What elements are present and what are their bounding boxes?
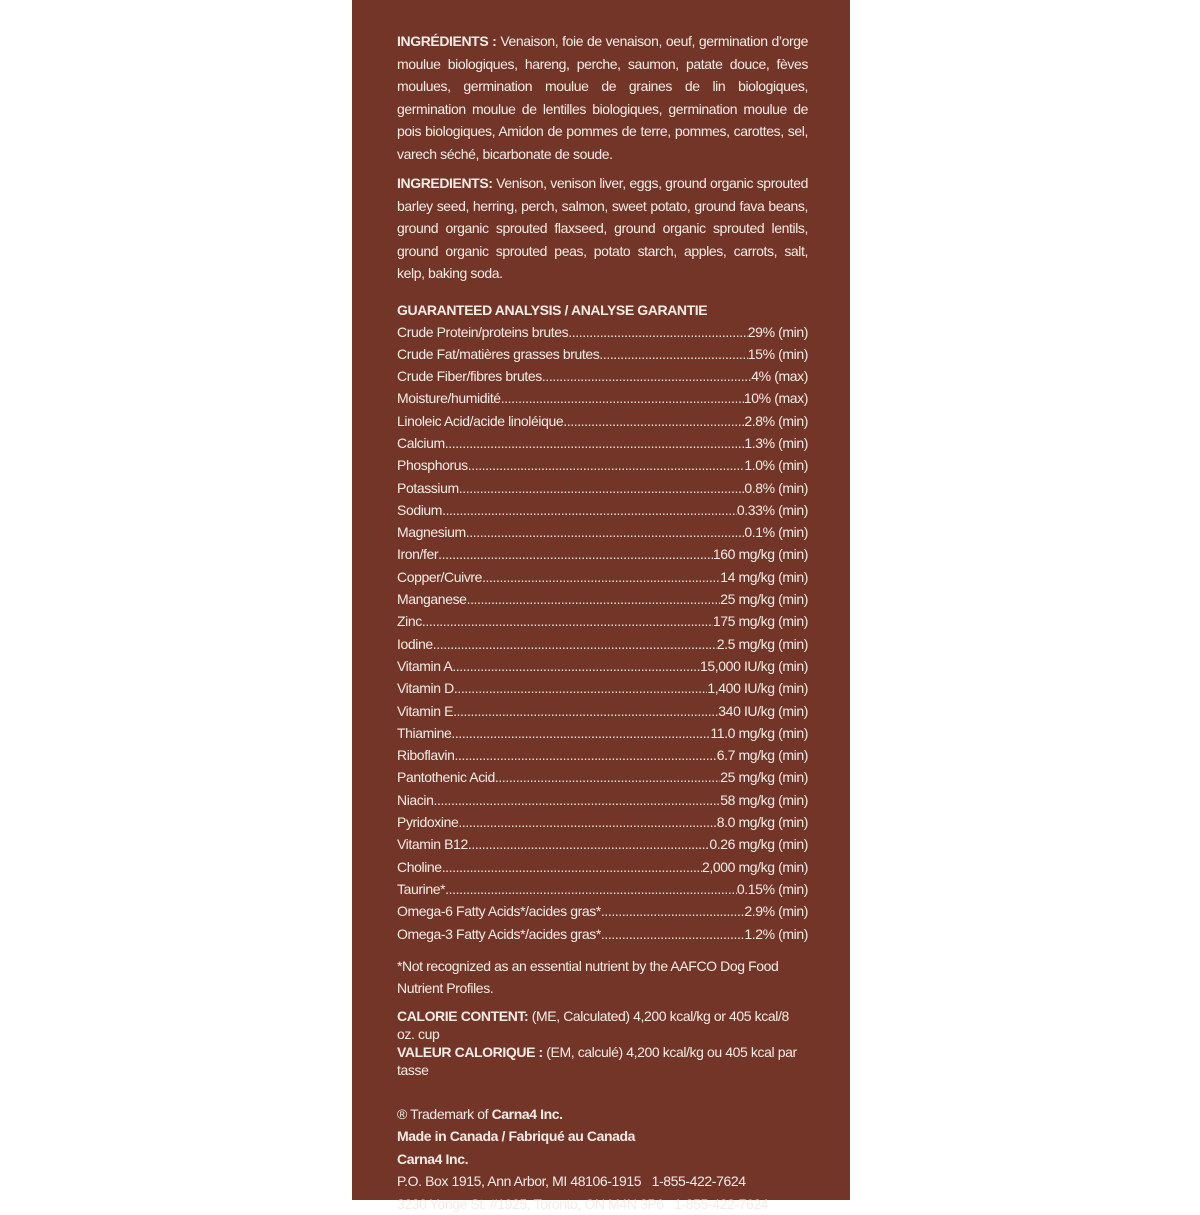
nutrient-value: 8.0 mg/kg (min) (716, 814, 808, 831)
dot-leader (433, 633, 717, 655)
nutrient-label: Vitamin E (397, 702, 454, 719)
nutrient-label: Crude Fat/matières grasses brutes (397, 345, 600, 362)
dot-leader (458, 811, 716, 833)
ingredients-french-label: INGRÉDIENTS : (397, 33, 497, 49)
nutrient-label: Potassium (397, 479, 459, 496)
dot-leader (495, 766, 720, 788)
nutrient-value: 1.2% (min) (744, 925, 808, 942)
dot-leader (451, 722, 710, 744)
analysis-row (397, 365, 808, 387)
nutrient-value: 14 mg/kg (min) (720, 568, 808, 585)
analysis-row (397, 923, 808, 945)
nutrient-label: Vitamin B12 (397, 836, 468, 853)
nutrient-label: Magnesium (397, 524, 466, 541)
ingredients-english-label: INGREDIENTS: (397, 175, 493, 191)
nutrient-label: Omega-3 Fatty Acids*/acides gras* (397, 925, 601, 942)
nutrient-label: Phosphorus (397, 457, 468, 474)
analysis-row (397, 878, 808, 900)
company-footer (397, 1103, 808, 1215)
nutrient-value: 15% (min) (747, 345, 808, 362)
nutrient-label: Moisture/humidité (397, 390, 501, 407)
nutrient-label: Pantothenic Acid (397, 769, 495, 786)
analysis-row (397, 833, 808, 855)
nutrient-label: Linoleic Acid/acide linoléique (397, 412, 564, 429)
dot-leader (468, 833, 710, 855)
dot-leader (563, 410, 744, 432)
analysis-row (397, 387, 808, 409)
nutrient-value: 175 mg/kg (min) (712, 613, 808, 630)
analysis-row (397, 543, 808, 565)
nutrient-value: 10% (max) (743, 390, 808, 407)
dot-leader (601, 923, 744, 945)
dot-leader (454, 744, 716, 766)
nutrient-value: 0.33% (min) (736, 501, 808, 518)
nutrient-label: Thiamine (397, 724, 452, 741)
nutrient-value: 15,000 IU/kg (min) (700, 657, 808, 674)
nutrient-value: 0.15% (min) (736, 880, 808, 897)
nutrient-value: 1.0% (min) (744, 457, 808, 474)
nutrient-label: Zinc (397, 613, 422, 630)
analysis-row (397, 655, 808, 677)
dot-leader (442, 499, 737, 521)
nutrient-label: Omega-6 Fatty Acids*/acides gras* (397, 903, 601, 920)
dot-leader (434, 789, 721, 811)
analysis-row (397, 343, 808, 365)
calorie-label-english: CALORIE CONTENT: (397, 1007, 529, 1024)
address-canada: 3230 Yonge St. #1925, Toronto, ON M4N 3P6 1-855-422-7624 (397, 1195, 769, 1212)
ingredients-english-text: Venison, venison liver, eggs, ground organic sprouted barley seed, herring, perch, salmon, sweet potato, ground fava beans, ground organic sprouted flaxseed, ground organic sprouted lentils, ground organic sprouted peas, potato starch, apples, carrots, salt, kelp, baking soda. (397, 175, 808, 281)
nutrient-label: Taurine* (397, 880, 446, 897)
analysis-row (397, 789, 808, 811)
nutrient-label: Riboflavin (397, 747, 455, 764)
dot-leader (454, 677, 708, 699)
nutrient-value: 2.5 mg/kg (min) (716, 635, 808, 652)
nutrient-label: Manganese (397, 591, 467, 608)
nutrient-value: 2,000 mg/kg (min) (701, 858, 808, 875)
ingredients-french-text: Venaison, foie de venaison, oeuf, germination d’orge moulue biologiques, hareng, perche, saumon, patate douce, fèves moulues, germination moulue de graines de lin biologiques, germination moulue de lentilles biologiques, germination moulue de pois biologiques, Amidon de pommes de terre, pommes, carottes, sel, varech séché, bicarbonate de soude. (397, 33, 809, 162)
nutrient-label: Crude Fiber/fibres brutes (397, 368, 542, 385)
analysis-heading: GUARANTEED ANALYSIS / ANALYSE GARANTIE (397, 301, 708, 318)
nutrient-value: 1,400 IU/kg (min) (707, 680, 808, 697)
made-in-text: Made in Canada / Fabriqué au Canada (397, 1128, 636, 1145)
dot-leader (445, 878, 737, 900)
nutrient-label: Calcium (397, 434, 445, 451)
analysis-row (397, 610, 808, 632)
trademark-company: Carna4 Inc. (491, 1105, 563, 1122)
analysis-row (397, 410, 808, 432)
company-line (397, 1148, 808, 1171)
nutrient-label: Crude Protein/proteins brutes (397, 323, 569, 340)
dot-leader (501, 387, 744, 409)
nutrient-label: Vitamin D (397, 680, 454, 697)
nutrient-value: 0.26 mg/kg (min) (709, 836, 808, 853)
dot-leader (468, 454, 745, 476)
dot-leader (466, 521, 745, 543)
dot-leader (445, 432, 745, 454)
nutrient-value: 11.0 mg/kg (min) (710, 724, 808, 741)
nutrient-label: Pyridoxine (397, 814, 459, 831)
analysis-row (397, 321, 808, 343)
analysis-row (397, 454, 808, 476)
nutrient-value: 4% (max) (751, 368, 808, 385)
dot-leader (453, 700, 718, 722)
nutrient-value: 340 IU/kg (min) (718, 702, 808, 719)
dot-leader (438, 543, 713, 565)
nutrient-value: 1.3% (min) (744, 434, 808, 451)
label-panel (352, 0, 850, 1212)
analysis-row (397, 566, 808, 588)
analysis-row (397, 588, 808, 610)
company-name: Carna4 Inc. (397, 1150, 469, 1167)
analysis-row (397, 856, 808, 878)
analysis-row (397, 811, 808, 833)
analysis-row (397, 521, 808, 543)
calorie-content-english (397, 1007, 808, 1043)
calorie-label-french: VALEUR CALORIQUE : (397, 1043, 543, 1060)
nutrient-label: Niacin (397, 791, 434, 808)
analysis-row (397, 677, 808, 699)
dot-leader (568, 321, 748, 343)
nutrient-value: 2.8% (min) (744, 412, 808, 429)
analysis-row (397, 499, 808, 521)
nutrient-label: Copper/Cuivre (397, 568, 483, 585)
trademark-line (397, 1103, 808, 1126)
nutrient-value: 0.1% (min) (744, 524, 808, 541)
nutrient-label: Vitamin A (397, 657, 453, 674)
analysis-row (397, 900, 808, 922)
analysis-row (397, 700, 808, 722)
nutrient-label: Choline (397, 858, 442, 875)
dot-leader (601, 900, 744, 922)
nutrient-label: Sodium (397, 501, 443, 518)
nutrient-value: 25 mg/kg (min) (720, 591, 808, 608)
calorie-content (397, 1007, 808, 1079)
analysis-table (397, 321, 808, 945)
nutrient-label: Iodine (397, 635, 433, 652)
dot-leader (459, 477, 745, 499)
analysis-row (397, 722, 808, 744)
nutrient-value: 160 mg/kg (min) (712, 546, 808, 563)
dot-leader (467, 588, 721, 610)
nutrient-value: 25 mg/kg (min) (720, 769, 808, 786)
nutrient-value: 2.9% (min) (744, 903, 808, 920)
calorie-text-french: (EM, calculé) 4,200 kcal/kg ou 405 kcal par tasse (397, 1043, 797, 1078)
dot-leader (482, 566, 720, 588)
aafco-footnote: *Not recognized as an essential nutrient by the AAFCO Dog Food Nutrient Profiles. (397, 957, 779, 996)
dot-leader (422, 610, 713, 632)
made-in-line (397, 1125, 808, 1148)
nutrient-value: 6.7 mg/kg (min) (716, 747, 808, 764)
nutrient-label: Iron/fer (397, 546, 439, 563)
analysis-row (397, 744, 808, 766)
nutrient-value: 29% (min) (747, 323, 808, 340)
dot-leader (452, 655, 700, 677)
trademark-prefix: ® Trademark of (397, 1105, 492, 1122)
nutrient-value: 0.8% (min) (744, 479, 808, 496)
calorie-content-french (397, 1043, 808, 1079)
analysis-row (397, 633, 808, 655)
dot-leader (442, 856, 702, 878)
analysis-row (397, 432, 808, 454)
nutrient-value: 58 mg/kg (min) (720, 791, 808, 808)
dot-leader (542, 365, 751, 387)
calorie-text-english: (ME, Calculated) 4,200 kcal/kg or 405 kcal/8 oz. cup (397, 1007, 789, 1042)
dot-leader (599, 343, 747, 365)
analysis-row (397, 477, 808, 499)
address-us: P.O. Box 1915, Ann Arbor, MI 48106-1915 1-855-422-7624 (397, 1173, 746, 1190)
analysis-row (397, 766, 808, 788)
ingredients-english (397, 172, 808, 285)
ingredients-french (397, 30, 808, 165)
